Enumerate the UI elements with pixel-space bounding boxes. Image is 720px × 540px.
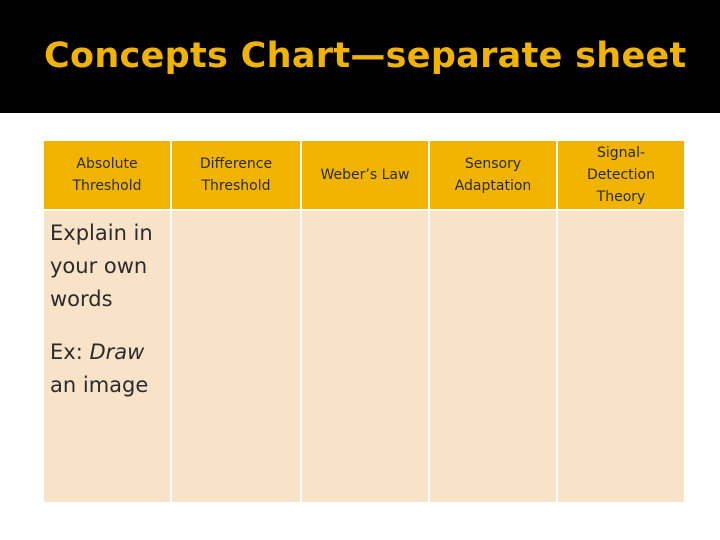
concepts-chart-table xyxy=(42,139,686,504)
header-signal-detection-theory: Signal-Detection Theory xyxy=(557,140,685,210)
row-label-example xyxy=(50,336,164,402)
table-row xyxy=(43,210,685,503)
header-absolute-threshold: Absolute Threshold xyxy=(43,140,171,210)
title-bar xyxy=(0,0,720,113)
row-label-cell xyxy=(43,210,171,503)
empty-cell-difference-threshold xyxy=(171,210,301,503)
slide-title: Concepts Chart—separate sheet xyxy=(44,36,687,76)
example-italic: Draw xyxy=(89,340,145,364)
example-suffix: an image xyxy=(50,373,149,397)
empty-cell-signal-detection-theory xyxy=(557,210,685,503)
example-prefix: Ex: xyxy=(50,340,90,364)
header-webers-law: Weber’s Law xyxy=(301,140,429,210)
header-row xyxy=(43,140,685,210)
header-difference-threshold: Difference Threshold xyxy=(171,140,301,210)
empty-cell-sensory-adaptation xyxy=(429,210,557,503)
empty-cell-webers-law xyxy=(301,210,429,503)
row-label-instruction: Explain in your own words xyxy=(50,221,153,311)
header-sensory-adaptation: Sensory Adaptation xyxy=(429,140,557,210)
